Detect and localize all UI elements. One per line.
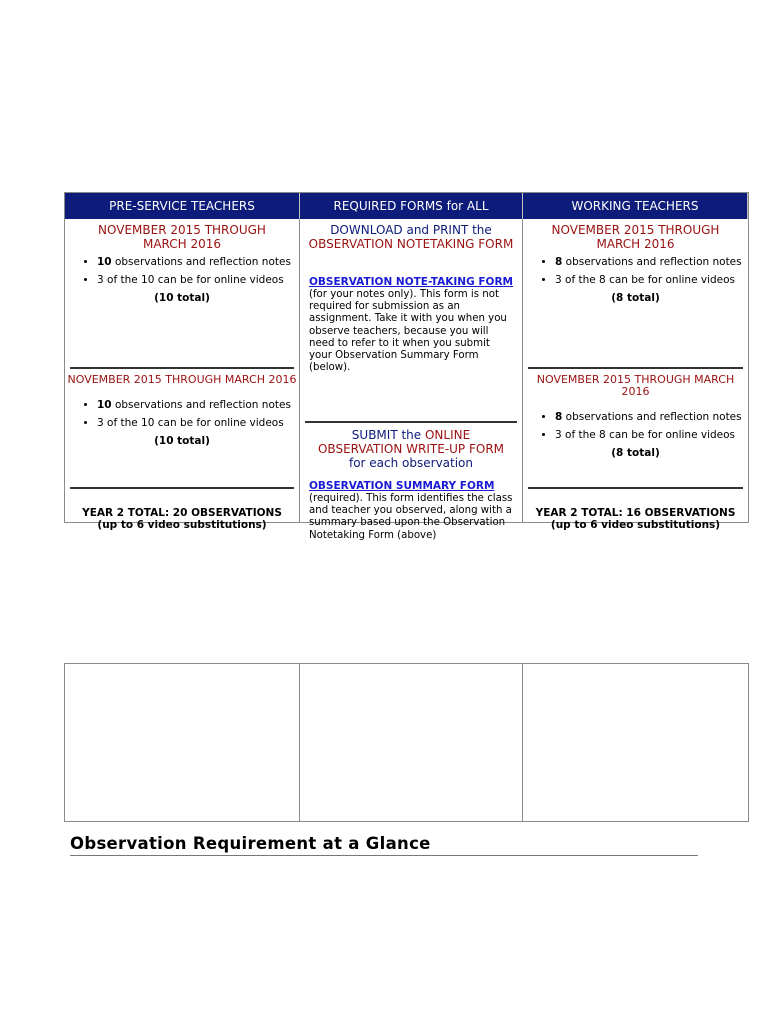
submit-heading-line3: for each observation <box>348 456 474 470</box>
working-video-substitutions: (up to 6 video substitutions) <box>550 519 721 531</box>
preservice-period2-title: NOVEMBER 2015 THROUGH MARCH 2016 <box>67 373 297 386</box>
list-item: • 3 of the 10 can be for online videos <box>97 274 299 287</box>
submit-heading-line2: OBSERVATION WRITE-UP FORM <box>317 442 505 456</box>
download-heading-line2: OBSERVATION NOTETAKING FORM <box>308 237 514 251</box>
divider <box>528 367 743 369</box>
divider <box>70 367 294 369</box>
working-year-total: YEAR 2 TOTAL: 16 OBSERVATIONS <box>535 507 736 519</box>
divider <box>305 421 517 423</box>
submit-heading-line1: SUBMIT the ONLINE <box>351 428 471 442</box>
working-period1-total: (8 total) <box>611 292 660 304</box>
list-item: • 10 observations and reflection notes <box>97 256 299 269</box>
forms-column <box>300 219 523 541</box>
divider <box>528 487 743 489</box>
preservice-video-substitutions: (up to 6 video substitutions) <box>97 519 267 531</box>
summary-form-description: (required). This form identifies the class and teacher you observed, along with a summary based upon the Observation Notetaking Form (above) <box>309 493 513 541</box>
list-item: • 3 of the 8 can be for online videos <box>555 274 748 287</box>
notetaking-form-link[interactable]: OBSERVATION NOTE-TAKING FORM <box>309 276 513 288</box>
preservice-period1-title: NOVEMBER 2015 THROUGH MARCH 2016 <box>98 223 266 251</box>
empty-cell <box>300 664 523 821</box>
working-period1-title: NOVEMBER 2015 THROUGH MARCH 2016 <box>551 223 720 251</box>
page-title: Observation Requirement at a Glance <box>70 834 431 853</box>
list-item: • 8 observations and reflection notes <box>555 411 748 424</box>
notetaking-form-description: (for your notes only). This form is not required for submission as an assignment. Take it with you when you observe teachers, because you will need to refer to it when you submit your Observation Summary Form (below). <box>309 289 507 374</box>
list-item: • 3 of the 10 can be for online videos <box>97 417 299 430</box>
preservice-column <box>65 219 300 531</box>
preservice-period2-total: (10 total) <box>154 435 210 447</box>
preservice-year-total: YEAR 2 TOTAL: 20 OBSERVATIONS <box>82 507 282 519</box>
download-heading-line1: DOWNLOAD and PRINT the <box>330 223 492 237</box>
preservice-period1-total: (10 total) <box>154 292 210 304</box>
observation-requirements-table <box>64 192 749 541</box>
list-item: • 10 observations and reflection notes <box>97 399 299 412</box>
working-period2-title: NOVEMBER 2015 THROUGH MARCH 2016 <box>536 373 735 398</box>
header-working-teachers: WORKING TEACHERS <box>523 193 748 219</box>
empty-cell <box>65 664 300 821</box>
empty-table <box>64 663 749 822</box>
list-item: • 8 observations and reflection notes <box>555 256 748 269</box>
empty-cell <box>523 664 748 821</box>
title-underline <box>70 855 698 856</box>
summary-form-link[interactable]: OBSERVATION SUMMARY FORM <box>309 480 495 492</box>
header-preservice-teachers: PRE-SERVICE TEACHERS <box>65 193 300 219</box>
working-column <box>523 219 748 531</box>
header-required-forms: REQUIRED FORMS for ALL <box>300 193 523 219</box>
list-item: • 3 of the 8 can be for online videos <box>555 429 748 442</box>
working-period2-total: (8 total) <box>611 447 660 459</box>
divider <box>70 487 294 489</box>
